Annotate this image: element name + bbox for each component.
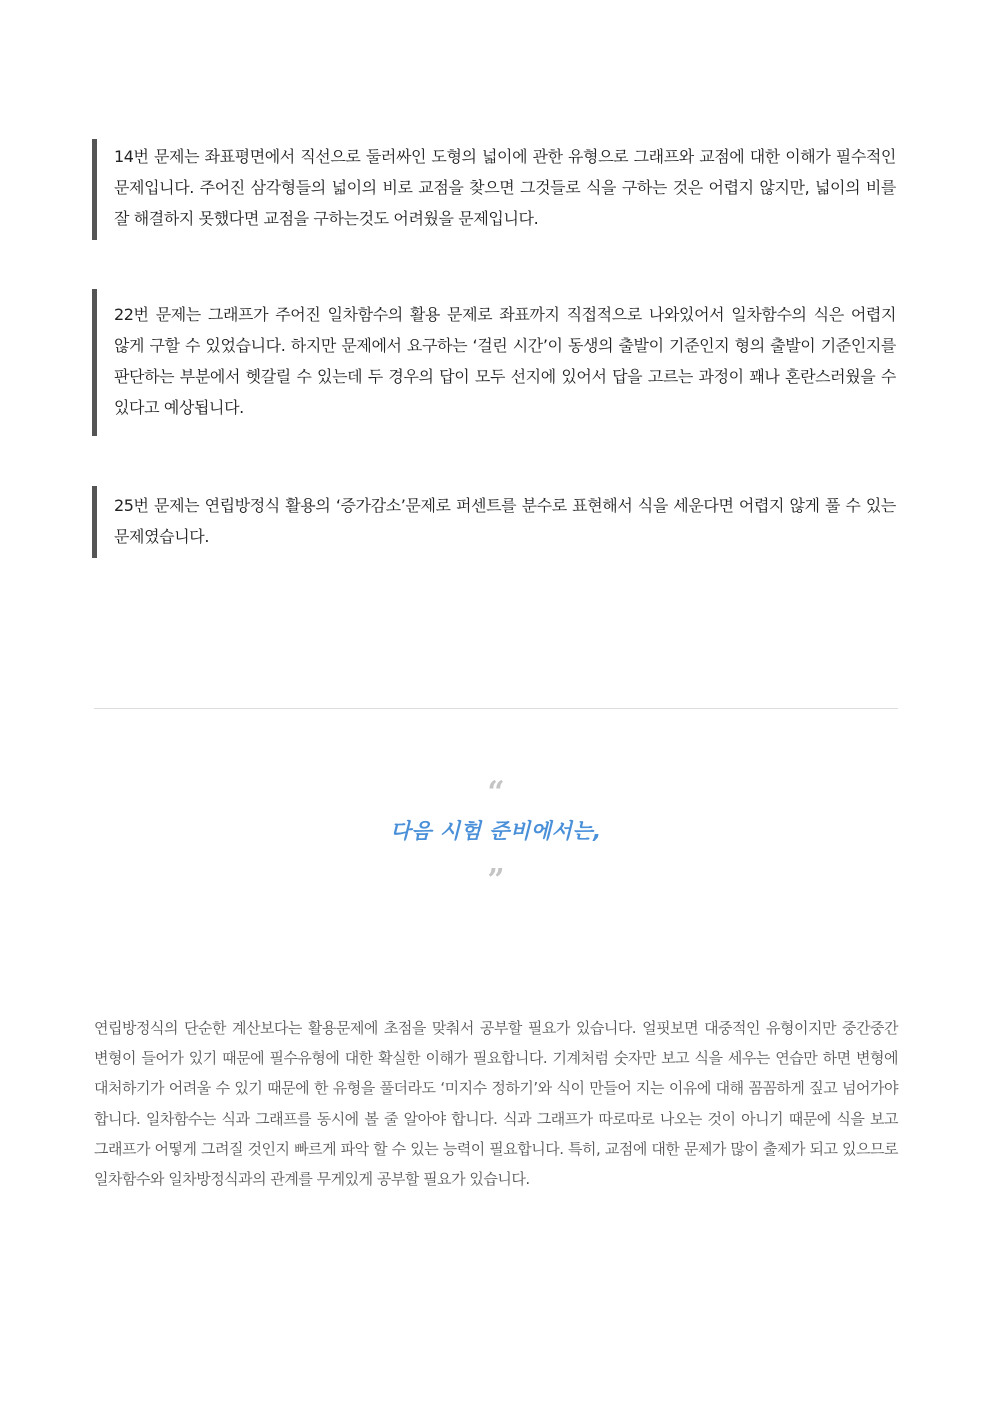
- analysis-text: 25번 문제는 연립방정식 활용의 ‘증가감소’문제로 퍼센트를 분수로 표현해서 식을 세운다면 어렵지 않게 풀 수 있는 문제였습니다.: [114, 496, 896, 546]
- closing-paragraph: 연립방정식의 단순한 계산보다는 활용문제에 초점을 맞춰서 공부할 필요가 있습니다. 얼핏보면 대중적인 유형이지만 중간중간 변형이 들어가 있기 때문에 필수유형에 대한 확실한 이해가 필요합니다. 기계처럼 숫자만 보고 식을 세우는 연습만 하면 변형에 대처하기가 어려울 수 있기 때문에 한 유형을 풀더라도 ‘미지수 정하기’와 식이 만들어 지는 이유에 대해 꼼꼼하게 짚고 넘어가야 합니다. 일차함수는 식과 그래프를 동시에 볼 줄 알아야 합니다. 식과 그래프가 따로따로 나오는 것이 아니기 때문에 식을 보고 그래프가 어떻게 그려질 것인지 빠르게 파악 할 수 있는 능력이 필요합니다. 특히, 교점에 대한 문제가 많이 출제가 되고 있으므로 일차함수와 일차방정식과의 관계를 무게있게 공부할 필요가 있습니다.: [94, 1019, 898, 1189]
- quote-heading: 다음 시험 준비에서는,: [390, 819, 602, 843]
- analysis-text: 14번 문제는 좌표평면에서 직선으로 둘러싸인 도형의 넓이에 관한 유형으로 그래프와 교점에 대한 이해가 필수적인 문제입니다. 주어진 삼각형들의 넓이의 비로 교점을 찾으면 그것들로 식을 구하는 것은 어렵지 않지만, 넓이의 비를 잘 해결하지 못했다면 교점을 구하는것도 어려웠을 문제입니다.: [114, 147, 896, 228]
- analysis-block-14: [92, 139, 896, 240]
- close-quote-icon: ”: [487, 863, 505, 898]
- section-divider: [94, 708, 898, 709]
- analysis-block-22: [92, 289, 896, 436]
- analysis-block-25: [92, 486, 896, 558]
- analysis-text: 22번 문제는 그래프가 주어진 일차함수의 활용 문제로 좌표까지 직접적으로 나와있어서 일차함수의 식은 어렵지 않게 구할 수 있었습니다. 하지만 문제에서 요구하는 ‘걸린 시간’이 동생의 출발이 기준인지 형의 출발이 기준인지를 판단하는 부분에서 헷갈릴 수 있는데 두 경우의 답이 모두 선지에 있어서 답을 고르는 과정이 꽤나 혼란스러웠을 수 있다고 예상됩니다.: [114, 305, 896, 417]
- open-quote-icon: “: [487, 775, 505, 810]
